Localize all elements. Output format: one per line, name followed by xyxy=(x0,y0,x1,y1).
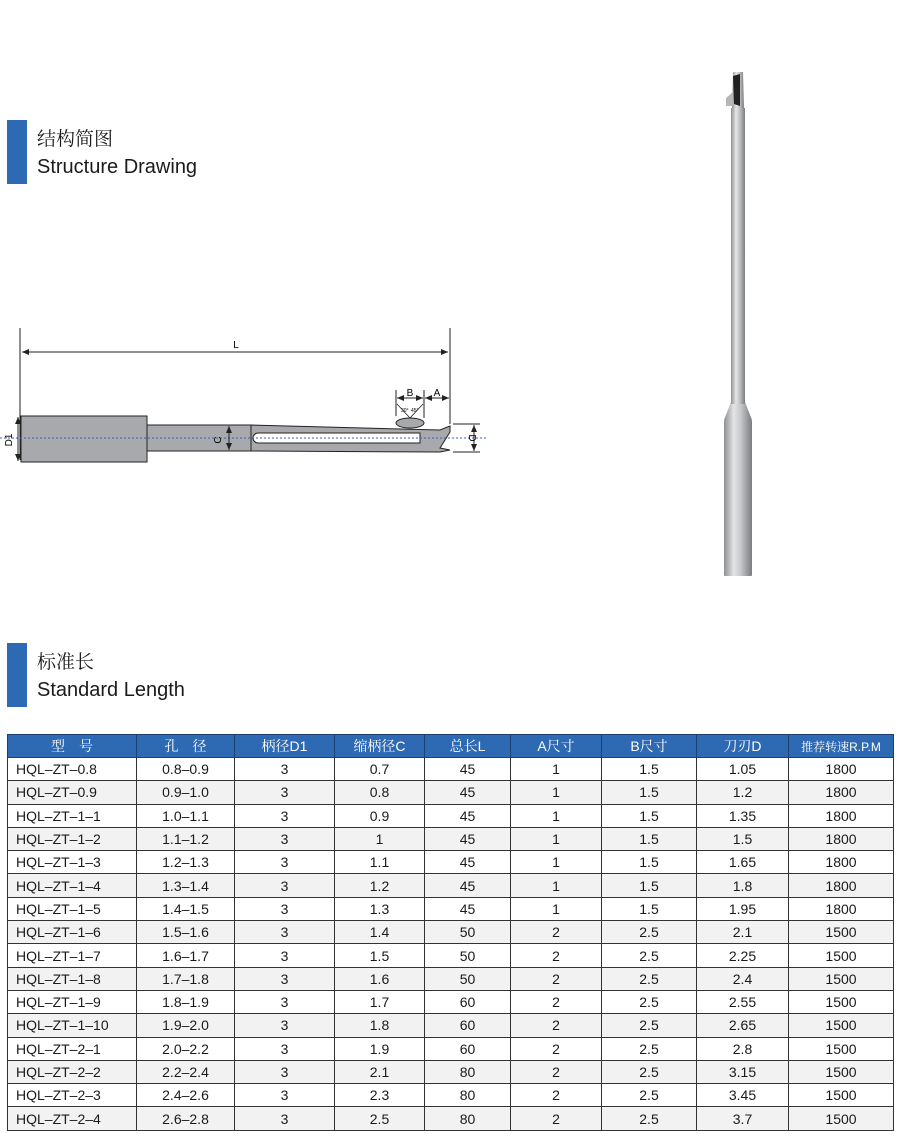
cell-b-size: 2.5 xyxy=(602,1084,697,1107)
dimension-B-label: B xyxy=(406,388,414,399)
cell-rpm: 1800 xyxy=(789,758,894,781)
cell-total-length: 80 xyxy=(425,1107,511,1130)
cell-blade-d: 2.4 xyxy=(697,967,789,990)
cell-b-size: 2.5 xyxy=(602,967,697,990)
table-row xyxy=(8,758,894,781)
cell-shank-diameter: 3 xyxy=(235,1060,335,1083)
cell-rpm: 1800 xyxy=(789,874,894,897)
cell-blade-d: 1.05 xyxy=(697,758,789,781)
table-row xyxy=(8,1037,894,1060)
cell-blade-d: 2.65 xyxy=(697,1014,789,1037)
photo-stem xyxy=(731,108,745,404)
table-row xyxy=(8,874,894,897)
cell-neck-diameter: 0.8 xyxy=(335,781,425,804)
cell-total-length: 50 xyxy=(425,921,511,944)
cell-b-size: 1.5 xyxy=(602,827,697,850)
cell-a-size: 1 xyxy=(511,874,602,897)
table-row xyxy=(8,921,894,944)
cell-neck-diameter: 1.6 xyxy=(335,967,425,990)
cell-total-length: 60 xyxy=(425,1014,511,1037)
cell-rpm: 1800 xyxy=(789,827,894,850)
cell-a-size: 2 xyxy=(511,1084,602,1107)
cell-b-size: 1.5 xyxy=(602,851,697,874)
cell-rpm: 1500 xyxy=(789,921,894,944)
heading-title-en: Structure Drawing xyxy=(37,156,198,178)
cell-rpm: 1800 xyxy=(789,781,894,804)
header-hole-diameter: 孔 径 xyxy=(137,735,235,758)
table-row xyxy=(8,944,894,967)
cell-neck-diameter: 1.5 xyxy=(335,944,425,967)
cell-total-length: 45 xyxy=(425,827,511,850)
cell-rpm: 1800 xyxy=(789,851,894,874)
table-row xyxy=(8,1084,894,1107)
cell-model: HQL–ZT–1–1 xyxy=(8,804,137,827)
cell-hole-diameter: 2.2–2.4 xyxy=(137,1060,235,1083)
table-row xyxy=(8,851,894,874)
cell-shank-diameter: 3 xyxy=(235,944,335,967)
cell-b-size: 1.5 xyxy=(602,781,697,804)
cell-hole-diameter: 1.3–1.4 xyxy=(137,874,235,897)
dimension-D1-label: D1 xyxy=(4,433,15,447)
cell-shank-diameter: 3 xyxy=(235,804,335,827)
photo-shank xyxy=(724,420,752,576)
cell-hole-diameter: 1.8–1.9 xyxy=(137,990,235,1013)
cell-neck-diameter: 2.3 xyxy=(335,1084,425,1107)
cell-blade-d: 1.5 xyxy=(697,827,789,850)
cell-blade-d: 2.1 xyxy=(697,921,789,944)
table-row xyxy=(8,804,894,827)
heading-title-cn: 结构简图 xyxy=(37,129,114,150)
cell-model: HQL–ZT–2–1 xyxy=(8,1037,137,1060)
cell-shank-diameter: 3 xyxy=(235,1037,335,1060)
cell-model: HQL–ZT–2–4 xyxy=(8,1107,137,1130)
cell-total-length: 45 xyxy=(425,851,511,874)
cell-b-size: 2.5 xyxy=(602,921,697,944)
cell-total-length: 60 xyxy=(425,1037,511,1060)
cell-blade-d: 1.35 xyxy=(697,804,789,827)
cell-rpm: 1800 xyxy=(789,804,894,827)
cell-a-size: 2 xyxy=(511,1037,602,1060)
heading-title-en: Standard Length xyxy=(37,679,185,701)
dimension-D-label: D xyxy=(466,434,477,442)
cell-total-length: 80 xyxy=(425,1084,511,1107)
cell-total-length: 50 xyxy=(425,944,511,967)
cell-neck-diameter: 1.8 xyxy=(335,1014,425,1037)
cell-rpm: 1500 xyxy=(789,990,894,1013)
cell-total-length: 45 xyxy=(425,874,511,897)
cell-total-length: 50 xyxy=(425,967,511,990)
cell-hole-diameter: 1.2–1.3 xyxy=(137,851,235,874)
table-row xyxy=(8,1014,894,1037)
cell-a-size: 2 xyxy=(511,944,602,967)
cell-b-size: 2.5 xyxy=(602,944,697,967)
cell-rpm: 1500 xyxy=(789,967,894,990)
cell-hole-diameter: 1.5–1.6 xyxy=(137,921,235,944)
cell-blade-d: 2.8 xyxy=(697,1037,789,1060)
cell-model: HQL–ZT–1–9 xyxy=(8,990,137,1013)
cell-shank-diameter: 3 xyxy=(235,758,335,781)
cell-model: HQL–ZT–0.8 xyxy=(8,758,137,781)
shank-body xyxy=(21,416,147,462)
cell-hole-diameter: 1.0–1.1 xyxy=(137,804,235,827)
cell-blade-d: 2.55 xyxy=(697,990,789,1013)
cell-shank-diameter: 3 xyxy=(235,1084,335,1107)
cell-b-size: 1.5 xyxy=(602,804,697,827)
header-blade-d: 刀刃D xyxy=(697,735,789,758)
cell-b-size: 2.5 xyxy=(602,1060,697,1083)
cell-total-length: 45 xyxy=(425,758,511,781)
table-row xyxy=(8,1060,894,1083)
dimension-A-label: A xyxy=(433,388,441,399)
cell-rpm: 1500 xyxy=(789,1037,894,1060)
neck-body xyxy=(147,425,251,451)
spec-table xyxy=(7,734,894,1131)
angle-45-label: 45° xyxy=(411,408,419,414)
cell-shank-diameter: 3 xyxy=(235,1107,335,1130)
cell-rpm: 1500 xyxy=(789,944,894,967)
cell-neck-diameter: 0.7 xyxy=(335,758,425,781)
cell-shank-diameter: 3 xyxy=(235,921,335,944)
cell-a-size: 2 xyxy=(511,1060,602,1083)
cell-blade-d: 2.25 xyxy=(697,944,789,967)
structure-drawing xyxy=(0,320,500,480)
cell-a-size: 1 xyxy=(511,781,602,804)
cell-blade-d: 1.95 xyxy=(697,897,789,920)
table-row xyxy=(8,1107,894,1130)
cell-hole-diameter: 1.4–1.5 xyxy=(137,897,235,920)
header-shank-diameter: 柄径D1 xyxy=(235,735,335,758)
heading-title-cn: 标准长 xyxy=(37,652,95,673)
cell-model: HQL–ZT–2–3 xyxy=(8,1084,137,1107)
cell-neck-diameter: 1.4 xyxy=(335,921,425,944)
cell-hole-diameter: 1.9–2.0 xyxy=(137,1014,235,1037)
product-photo xyxy=(700,68,780,580)
cell-blade-d: 3.45 xyxy=(697,1084,789,1107)
cell-neck-diameter: 1.2 xyxy=(335,874,425,897)
heading-accent-bar xyxy=(7,643,27,707)
cell-total-length: 60 xyxy=(425,990,511,1013)
table-row xyxy=(8,781,894,804)
cell-model: HQL–ZT–1–5 xyxy=(8,897,137,920)
cell-hole-diameter: 1.6–1.7 xyxy=(137,944,235,967)
dimension-C-label: C xyxy=(213,436,224,444)
cell-shank-diameter: 3 xyxy=(235,990,335,1013)
cell-rpm: 1800 xyxy=(789,897,894,920)
cell-model: HQL–ZT–1–4 xyxy=(8,874,137,897)
cell-neck-diameter: 1.7 xyxy=(335,990,425,1013)
cell-b-size: 1.5 xyxy=(602,758,697,781)
cell-hole-diameter: 1.7–1.8 xyxy=(137,967,235,990)
cell-a-size: 1 xyxy=(511,827,602,850)
table-row xyxy=(8,897,894,920)
table-row xyxy=(8,990,894,1013)
cell-neck-diameter: 2.1 xyxy=(335,1060,425,1083)
cell-neck-diameter: 0.9 xyxy=(335,804,425,827)
cell-shank-diameter: 3 xyxy=(235,897,335,920)
cell-model: HQL–ZT–1–2 xyxy=(8,827,137,850)
cell-neck-diameter: 1.3 xyxy=(335,897,425,920)
cell-shank-diameter: 3 xyxy=(235,1014,335,1037)
cell-hole-diameter: 2.0–2.2 xyxy=(137,1037,235,1060)
cell-hole-diameter: 1.1–1.2 xyxy=(137,827,235,850)
angle-30-label: 30° xyxy=(401,408,409,414)
cell-total-length: 45 xyxy=(425,897,511,920)
cell-a-size: 1 xyxy=(511,897,602,920)
cell-blade-d: 1.65 xyxy=(697,851,789,874)
header-model: 型 号 xyxy=(8,735,137,758)
cell-rpm: 1500 xyxy=(789,1107,894,1130)
cell-neck-diameter: 1.9 xyxy=(335,1037,425,1060)
header-neck-diameter: 缩柄径C xyxy=(335,735,425,758)
cell-b-size: 1.5 xyxy=(602,897,697,920)
cell-total-length: 45 xyxy=(425,781,511,804)
cell-a-size: 2 xyxy=(511,1107,602,1130)
cell-blade-d: 3.7 xyxy=(697,1107,789,1130)
cell-hole-diameter: 2.4–2.6 xyxy=(137,1084,235,1107)
table-row xyxy=(8,827,894,850)
cell-shank-diameter: 3 xyxy=(235,851,335,874)
cell-b-size: 2.5 xyxy=(602,1107,697,1130)
cell-a-size: 2 xyxy=(511,921,602,944)
cell-hole-diameter: 2.6–2.8 xyxy=(137,1107,235,1130)
cell-b-size: 2.5 xyxy=(602,990,697,1013)
cell-b-size: 1.5 xyxy=(602,874,697,897)
cell-blade-d: 1.2 xyxy=(697,781,789,804)
cell-model: HQL–ZT–1–3 xyxy=(8,851,137,874)
cell-hole-diameter: 0.8–0.9 xyxy=(137,758,235,781)
cell-rpm: 1500 xyxy=(789,1084,894,1107)
cell-b-size: 2.5 xyxy=(602,1014,697,1037)
header-total-length: 总长L xyxy=(425,735,511,758)
cell-shank-diameter: 3 xyxy=(235,827,335,850)
cell-shank-diameter: 3 xyxy=(235,967,335,990)
cell-neck-diameter: 1.1 xyxy=(335,851,425,874)
cell-model: HQL–ZT–0.9 xyxy=(8,781,137,804)
header-rpm: 推荐转速R.P.M xyxy=(789,735,894,758)
cell-shank-diameter: 3 xyxy=(235,874,335,897)
cell-total-length: 80 xyxy=(425,1060,511,1083)
table-row xyxy=(8,967,894,990)
cell-shank-diameter: 3 xyxy=(235,781,335,804)
header-a-size: A尺寸 xyxy=(511,735,602,758)
cell-a-size: 2 xyxy=(511,990,602,1013)
dimension-L-label: L xyxy=(233,340,239,351)
cell-neck-diameter: 1 xyxy=(335,827,425,850)
cell-total-length: 45 xyxy=(425,804,511,827)
cell-model: HQL–ZT–1–10 xyxy=(8,1014,137,1037)
cell-blade-d: 1.8 xyxy=(697,874,789,897)
cell-model: HQL–ZT–1–8 xyxy=(8,967,137,990)
cell-blade-d: 3.15 xyxy=(697,1060,789,1083)
cell-rpm: 1500 xyxy=(789,1014,894,1037)
cell-a-size: 1 xyxy=(511,758,602,781)
cell-model: HQL–ZT–1–6 xyxy=(8,921,137,944)
cell-a-size: 2 xyxy=(511,967,602,990)
cell-neck-diameter: 2.5 xyxy=(335,1107,425,1130)
cell-model: HQL–ZT–1–7 xyxy=(8,944,137,967)
cell-rpm: 1500 xyxy=(789,1060,894,1083)
cell-a-size: 1 xyxy=(511,804,602,827)
header-b-size: B尺寸 xyxy=(602,735,697,758)
table-header-row xyxy=(8,735,894,758)
cell-a-size: 2 xyxy=(511,1014,602,1037)
heading-accent-bar xyxy=(7,120,27,184)
cell-b-size: 2.5 xyxy=(602,1037,697,1060)
cell-model: HQL–ZT–2–2 xyxy=(8,1060,137,1083)
cell-hole-diameter: 0.9–1.0 xyxy=(137,781,235,804)
cell-a-size: 1 xyxy=(511,851,602,874)
